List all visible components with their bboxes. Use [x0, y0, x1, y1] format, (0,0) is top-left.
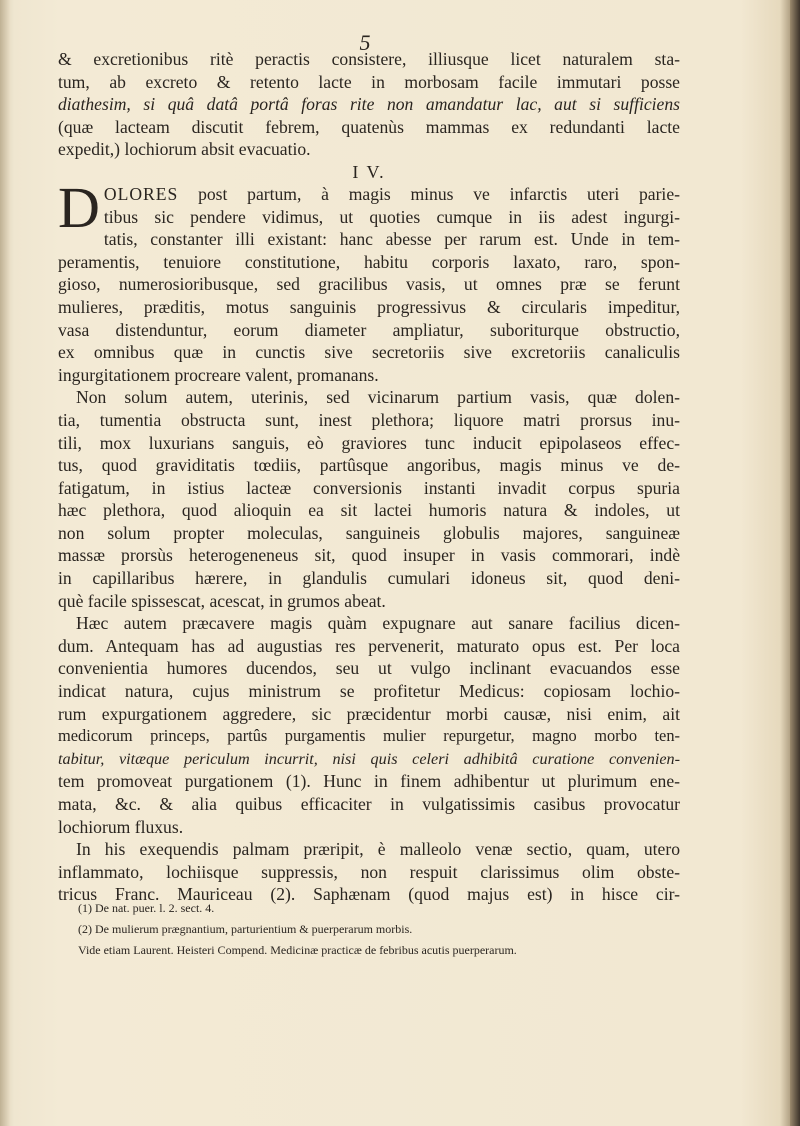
page-gutter: [0, 0, 10, 1126]
text-line: dum. Antequam has ad augustias res pervenerit, maturato opus est. Per loca: [58, 635, 680, 656]
text-line: indicat natura, cujus ministrum se profitetur Medicus: copiosam lochio-: [58, 681, 680, 702]
text-line: tem promoveat purgationem (1). Hunc in finem adhibentur ut plurimum ene-: [58, 771, 680, 792]
text-line: tatis, constanter illi existant: hanc abesse per rarum est. Unde in tem-: [103, 229, 680, 250]
main-text: [58, 48, 680, 906]
text-line: peramentis, tenuiore constitutione, habitu corporis laxato, raro, spon-: [58, 251, 680, 272]
text-line: gioso, numerosioribusque, sed gracilibus vasis, ut omnes præ se ferunt: [58, 274, 680, 295]
text-line: què facile spissescat, acescat, in grumos abeat.: [58, 590, 386, 611]
text-line: fatigatum, in istius lacteæ conversionis instanti invadit corpus spuria: [58, 477, 680, 498]
text-line: medicorum princeps, partûs purgamentis mulier repurgetur, magno morbo ten-: [58, 726, 680, 746]
footnote: (2) De mulierum prægnantium, parturientium & puerperarum morbis.: [78, 922, 413, 936]
text-line: hæc plethora, quod alioquin ea sit lactei humoris natura & indoles, ut: [58, 500, 680, 521]
text-line: in capillaribus hærere, in glandulis cumulari idoneus sit, quod deni-: [58, 568, 680, 589]
text-line: mata, &c. & alia quibus efficaciter in vulgatissimis casibus provocatur: [58, 794, 680, 814]
text-line: non solum propter moleculas, sanguineis globulis majores, sanguineæ: [58, 522, 680, 543]
page-number: 5: [359, 30, 371, 55]
footnote: (1) De nat. puer. l. 2. sect. 4.: [78, 901, 215, 915]
text-line: tabitur, vitæque periculum incurrit, nisi quis celeri adhibitâ curatione convenien-: [58, 749, 680, 768]
text-line: rum expurgationem aggredere, sic præcidentur morbi causæ, nisi enim, ait: [58, 703, 680, 724]
text-line: mulieres, præditis, motus sanguinis progressivus & circularis impeditur,: [58, 296, 680, 317]
text-line: [58, 183, 680, 206]
text-line: ingurgitationem procreare valent, promanans.: [58, 364, 379, 385]
text-line: Non solum autem, uterinis, sed vicinarum partium vasis, quæ dolen-: [76, 387, 680, 408]
text-line: convenientia humores ducendos, seu ut vulgo inclinant evacuandos esse: [58, 658, 680, 679]
footnote: Vide etiam Laurent. Heisteri Compend. Medicinæ practicæ de febribus acutis puerperarum.: [78, 943, 517, 957]
intro-paragraph: [58, 48, 680, 161]
text-line: tia, tumentia obstructa sunt, inest plethora; liquore matri prorsus inu-: [58, 409, 680, 430]
text-line: tum, ab excreto & retento lacte in morbosam facile immutari posse: [58, 71, 680, 92]
first-word: OLORES: [103, 183, 179, 204]
text-line: tricus Franc. Mauriceau (2). Saphænam (quod majus est) in hisce cir-: [58, 884, 680, 905]
text-line: ex omnibus quæ in cunctis sive secretoriis sive excretoriis canaliculis: [58, 342, 680, 363]
text-line: tibus sic pendere vidimus, ut quoties cumque in iis adest ingurgi-: [103, 206, 680, 227]
section-paragraph: [58, 174, 680, 386]
text-line: & excretionibus ritè peractis consistere, illiusque licet naturalem sta-: [58, 49, 680, 69]
text-line: inflammato, lochiisque suppressis, non respuit clarissimus olim obste-: [58, 861, 680, 882]
paragraph-3: [58, 612, 680, 838]
text-line: diathesim, si quâ datâ portâ foras rite non amandatur lac, aut si sufficiens: [58, 94, 680, 115]
text-line: expedit,) lochiorum absit evacuatio.: [58, 139, 311, 160]
drop-cap: D: [58, 174, 100, 240]
text-line: tili, mox luxurians sanguis, eò graviores tunc inducit epipolaseos effec-: [58, 432, 680, 453]
footnotes: [78, 898, 678, 961]
text-line: tus, quod graviditatis tœdiis, partûsque angoribus, magis minus ve de-: [58, 455, 680, 476]
text-line: lochiorum fluxus.: [58, 816, 184, 837]
paragraph-2: [58, 386, 680, 612]
text-line: In his exequendis palmam præripit, è malleolo venæ sectio, quam, utero: [76, 839, 680, 860]
text-line-rest: post partum, à magis minus ve infarctis uteri parie-: [198, 183, 680, 204]
text-line: massæ prorsùs heterogeneneus sit, quod insuper in vasis commorari, indè: [58, 545, 680, 566]
text-line: (quæ lacteam discutit febrem, quatenùs mammas ex redundanti lacte: [58, 116, 680, 137]
text-line: vasa distenduntur, eorum diameter ampliatur, suboriturque obstructio,: [58, 319, 680, 340]
paragraph-4: [58, 838, 680, 906]
section-number: I V.: [352, 161, 386, 182]
page-edge: [790, 0, 800, 1126]
text-line: Hæc autem præcavere magis quàm expugnare aut sanare facilius dicen-: [76, 613, 680, 634]
